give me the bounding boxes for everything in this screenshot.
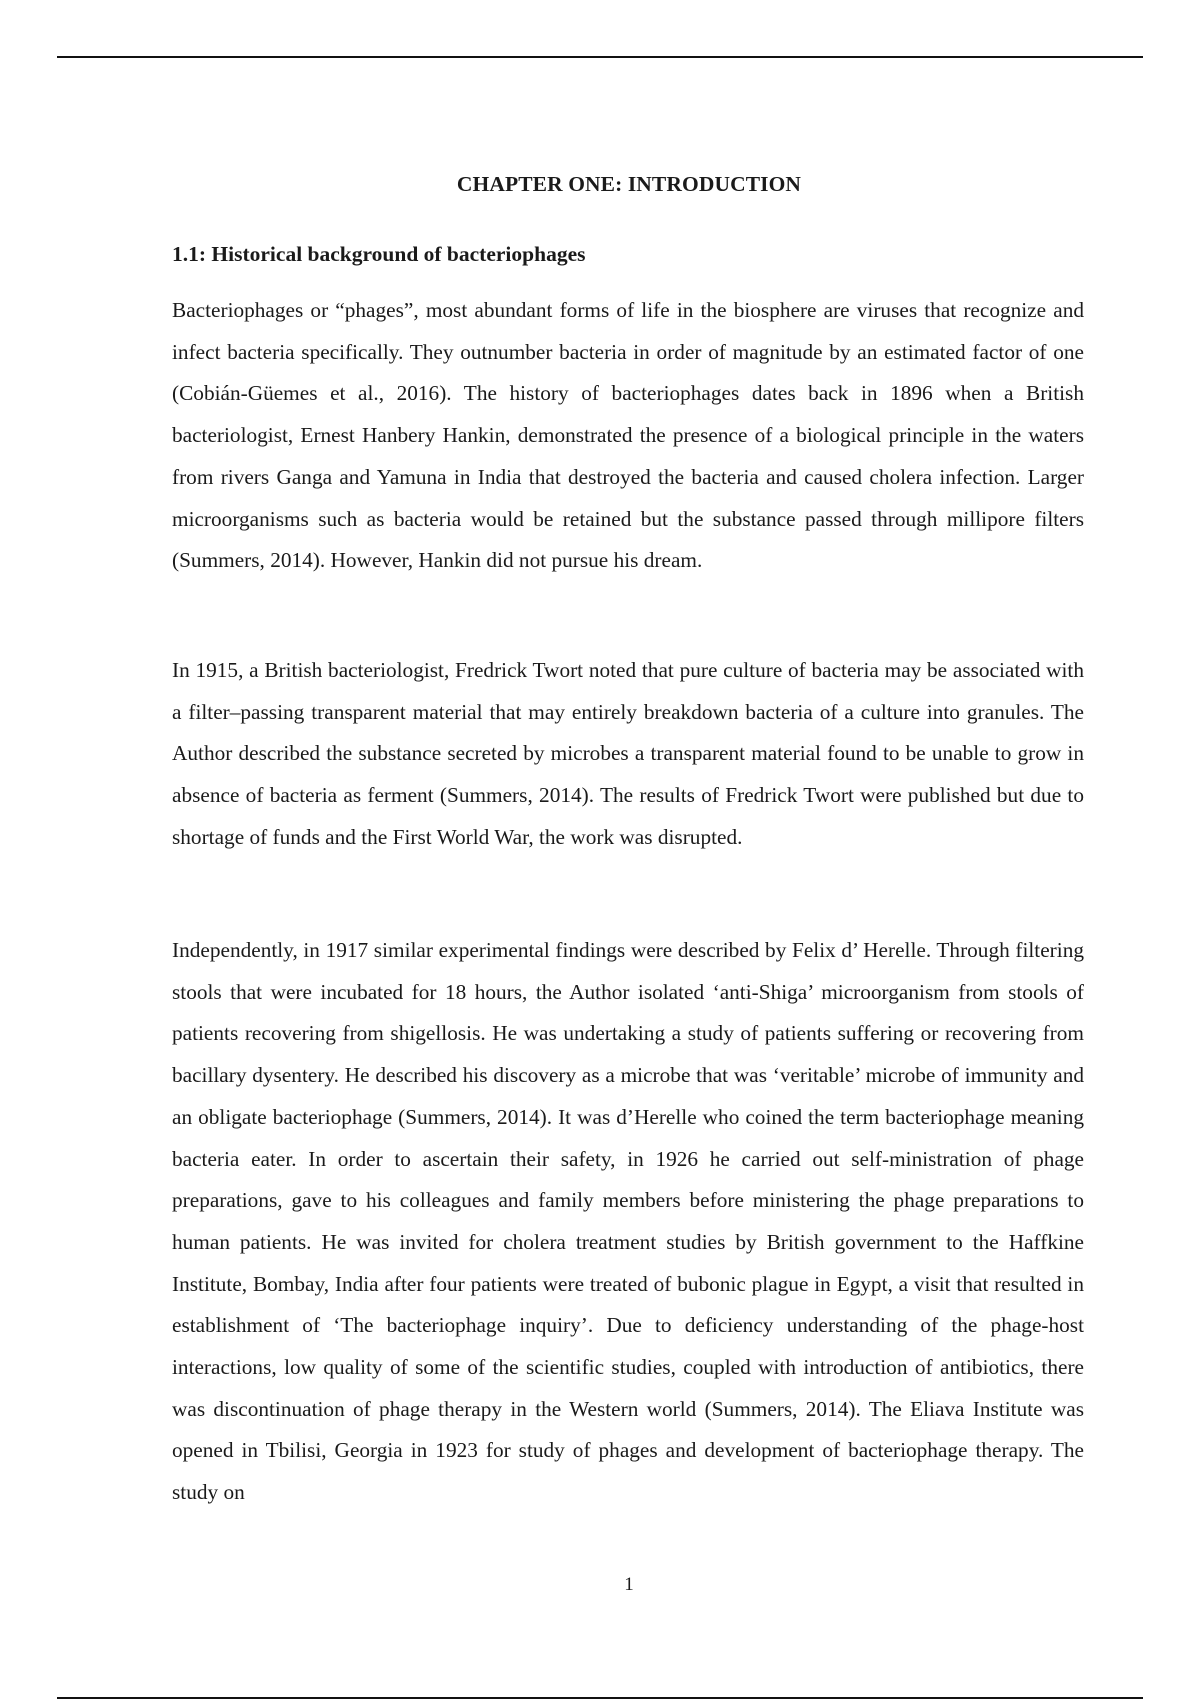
bottom-rule bbox=[57, 1697, 1143, 1699]
page-number: 1 bbox=[624, 1574, 634, 1595]
top-rule bbox=[57, 56, 1143, 58]
chapter-title: CHAPTER ONE: INTRODUCTION bbox=[456, 172, 802, 196]
paragraph-hankin: Bacteriophages or “phages”, most abundant forms of life in the biosphere are viruses that recognize and infect bacteria specifically. They outnumber bacteria in order of magnitude by an estimated factor of one (Cobián-Güemes et al., 2016). The history of bacteriophages dates back in 1896 when a British bacteriologist, Ernest Hanbery Hankin, demonstrated the presence of a biological principle in the waters from rivers Ganga and Yamuna in India that destroyed the bacteria and caused cholera infection. Larger microorganisms such as bacteria would be retained but the substance passed through millipore filters (Summers, 2014). However, Hankin did not pursue his dream. bbox=[172, 298, 1084, 573]
paragraph-dherelle: Independently, in 1917 similar experimental findings were described by Felix d’ Herelle. Through filtering stools that were incubated for 18 hours, the Author isolated ‘anti-Shiga’ microorganism from stools of patients recovering from shigellosis. He was undertaking a study of patients suffering or recovering from bacillary dysentery. He described his discovery as a microbe that was ‘veritable’ microbe of immunity and an obligate bacteriophage (Summers, 2014). It was d’Herelle who coined the term bacteriophage meaning bacteria eater. In order to ascertain their safety, in 1926 he carried out self-ministration of phage preparations, gave to his colleagues and family members before ministering the phage preparations to human patients. He was invited for cholera treatment studies by British government to the Haffkine Institute, Bombay, India after four patients were treated of bubonic plague in Egypt, a visit that resulted in establishment of ‘The bacteriophage inquiry’. Due to deficiency understanding of the phage-host interactions, low quality of some of the scientific studies, coupled with introduction of antibiotics, there was discontinuation of phage therapy in the Western world (Summers, 2014). The Eliava Institute was opened in Tbilisi, Georgia in 1923 for study of phages and development of bacteriophage therapy. The study on bbox=[172, 938, 1084, 1505]
section-heading: 1.1: Historical background of bacteriophages bbox=[172, 242, 586, 266]
paragraph-twort: In 1915, a British bacteriologist, Fredrick Twort noted that pure culture of bacteria may be associated with a filter–passing transparent material that may entirely breakdown bacteria of a culture into granules. The Author described the substance secreted by microbes a transparent material found to be unable to grow in absence of bacteria as ferment (Summers, 2014). The results of Fredrick Twort were published but due to shortage of funds and the First World War, the work was disrupted. bbox=[172, 658, 1084, 849]
